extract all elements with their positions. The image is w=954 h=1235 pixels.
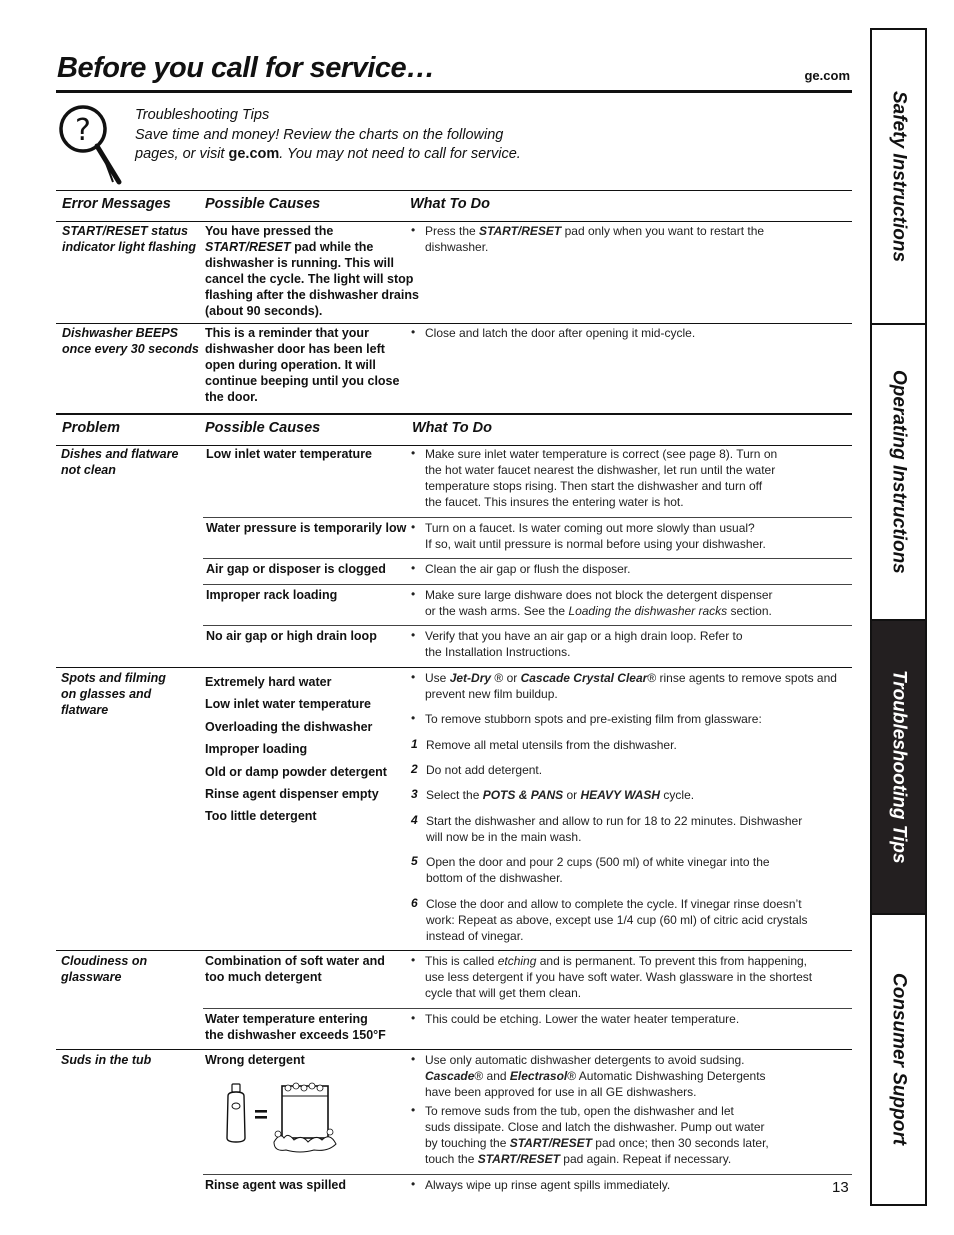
brand-cascade-crystal-clear: Cascade Crystal Clear (520, 671, 648, 685)
todo-line (425, 1135, 769, 1151)
col-header-problem: Problem (62, 420, 121, 436)
possible-cause: Water pressure is temporarily low (206, 521, 407, 535)
tab-operating-instructions[interactable] (872, 325, 925, 621)
svg-text:?: ? (75, 113, 91, 148)
row-rule (203, 1174, 852, 1175)
cause-line: You have pressed the (205, 224, 334, 238)
row-rule (203, 584, 852, 585)
cause-part: START/RESET (205, 240, 291, 254)
col-header-error: Error Messages (62, 196, 171, 212)
bullet: • (411, 561, 416, 575)
brand-cascade: Cascade (425, 1069, 475, 1083)
bullet: • (411, 1011, 416, 1025)
step-text (426, 787, 694, 803)
tab-safety-instructions[interactable] (872, 30, 925, 325)
problem: Suds in the tub (61, 1053, 152, 1067)
row-rule (203, 517, 852, 518)
step-text (426, 896, 808, 944)
todo-part: ® and (474, 1069, 510, 1083)
site-link[interactable]: ge.com (804, 68, 850, 83)
step-line: Close the door and allow to complete the cycle. If vinegar rinse doesn’t (426, 897, 802, 911)
intro-text-part: . You may not need to call for service. (279, 146, 521, 162)
todo-part: pad once; then 30 seconds later, (591, 1136, 769, 1150)
what-to-do: Clean the air gap or flush the disposer. (425, 562, 631, 576)
what-to-do (425, 1052, 766, 1100)
cause-line: open during operation. It will (205, 358, 376, 372)
what-to-do (425, 446, 777, 510)
step-line: will now be in the main wash. (426, 830, 582, 844)
todo-part: or (503, 671, 521, 685)
intro-line: Save time and money! Review the charts on the following (135, 126, 504, 143)
cause-line: cancel the cycle. The light will stop (205, 272, 414, 286)
possible-cause (205, 1011, 386, 1043)
step-number: 2 (411, 762, 418, 776)
todo-part: pad only when you want to restart the (561, 224, 765, 238)
cause-line: Water temperature entering (205, 1012, 368, 1026)
cause-line: Too little detergent (205, 809, 317, 824)
what-to-do (425, 670, 837, 702)
tab-label: Troubleshooting Tips (888, 670, 910, 864)
possible-cause: Low inlet water temperature (206, 447, 373, 461)
bullet: • (411, 520, 416, 534)
possible-cause: No air gap or high drain loop (206, 629, 377, 643)
cause-line: (about 90 seconds). (205, 304, 323, 318)
todo-part: START/RESET (477, 1152, 560, 1166)
todo-line (425, 670, 837, 686)
table-rule (56, 221, 852, 222)
intro-label: Troubleshooting Tips (135, 107, 270, 123)
todo-line: Make sure inlet water temperature is correct (see page 8). Turn on (425, 447, 778, 461)
todo-part: section. (727, 604, 772, 618)
col-header-causes: Possible Causes (205, 420, 321, 436)
brand-electrasol: Electrasol (509, 1069, 568, 1083)
cause-line: the door. (205, 390, 258, 404)
cause-line (205, 239, 419, 255)
tab-label: Safety Instructions (888, 90, 910, 263)
step-number: 4 (411, 813, 418, 827)
title-rule (56, 90, 852, 93)
what-to-do: Close and latch the door after opening it mid-cycle. (425, 326, 696, 340)
cause-line: Rinse agent dispenser empty (205, 787, 379, 802)
cause-line: dishwasher door has been left (205, 342, 385, 356)
todo-part: ® (491, 671, 504, 685)
cause-line: Low inlet water temperature (205, 697, 372, 712)
detergent-vs-dishwasher-illustration (224, 1082, 340, 1156)
what-to-do (425, 628, 743, 660)
problem-line: on glasses and (61, 687, 152, 701)
todo-part: pad again. Repeat if necessary. (559, 1152, 732, 1166)
todo-line: prevent new film buildup. (425, 687, 558, 701)
what-to-do (425, 223, 764, 255)
todo-line: Make sure large dishware does not block the detergent dispenser (425, 588, 773, 602)
todo-line: temperature stops rising. Then start the dishwasher and turn off (425, 479, 763, 493)
cause-line: This is a reminder that your (205, 326, 369, 340)
step-line: work: Repeat as above, except use 1/4 cup (60 ml) of citric acid crystals (426, 913, 808, 927)
error-message (62, 325, 199, 357)
step-line: instead of vinegar. (426, 929, 524, 943)
ge-link[interactable]: ge.com (228, 146, 280, 162)
step-number: 5 (411, 854, 418, 868)
bullet: • (411, 587, 416, 601)
step-text: Remove all metal utensils from the dishwasher. (426, 738, 677, 752)
bullet: • (411, 670, 416, 684)
what-to-do: To remove stubborn spots and pre-existing film from glassware: (425, 712, 762, 726)
todo-part: Loading the dishwasher racks (568, 604, 728, 618)
possible-cause (205, 325, 399, 405)
todo-line: cycle that will get them clean. (425, 986, 582, 1000)
tab-consumer-support[interactable] (872, 915, 925, 1204)
todo-line (425, 223, 764, 239)
table-rule (56, 1049, 852, 1050)
step-line: Open the door and pour 2 cups (500 ml) of white vinegar into the (426, 855, 770, 869)
col-header-todo: What To Do (410, 196, 490, 212)
problem-line: flatware (61, 703, 109, 717)
magnifier-question-icon (57, 104, 129, 188)
todo-line (425, 1068, 766, 1084)
intro-line (135, 145, 695, 165)
bullet: • (411, 953, 416, 967)
what-to-do: This could be etching. Lower the water heater temperature. (425, 1012, 740, 1026)
todo-part: Use (425, 671, 450, 685)
problem-line: glassware (61, 970, 122, 984)
todo-part: Press the (425, 224, 480, 238)
step-text (426, 813, 802, 845)
step-part: POTS & PANS (482, 788, 564, 802)
step-number: 3 (411, 787, 418, 801)
page-title: Before you call for service… (57, 52, 435, 84)
table-rule (56, 413, 852, 415)
problem (61, 670, 166, 718)
cause-part: pad while the (290, 240, 374, 254)
error-line: Dishwasher BEEPS (62, 326, 179, 340)
cause-line: Combination of soft water and (205, 954, 385, 968)
problem-line: Dishes and flatware (61, 447, 179, 461)
what-to-do: Always wipe up rinse agent spills immediately. (425, 1178, 671, 1192)
todo-line: Turn on a faucet. Is water coming out more slowly than usual? (425, 521, 755, 535)
table-rule (56, 950, 852, 951)
bullet: • (411, 1052, 416, 1066)
todo-part: and is permanent. To prevent this from happening, (536, 954, 808, 968)
todo-line: Verify that you have an air gap or a high drain loop. Refer to (425, 629, 743, 643)
step-part: cycle. (660, 788, 695, 802)
bullet: • (411, 325, 416, 339)
cause-line: dishwasher is running. This will (205, 256, 394, 270)
step-text: Do not add detergent. (426, 763, 543, 777)
possible-cause: Wrong detergent (205, 1053, 305, 1067)
todo-line: have been approved for use in all GE dishwashers. (425, 1085, 697, 1099)
page-number: 13 (832, 1179, 849, 1196)
tab-label: Consumer Support (888, 973, 910, 1146)
bullet: • (411, 711, 416, 725)
error-line: indicator light flashing (62, 240, 197, 254)
todo-part: or the wash arms. See the (425, 604, 569, 618)
tab-label: Operating Instructions (888, 370, 910, 574)
section-tabs (870, 28, 927, 1206)
what-to-do (425, 520, 766, 552)
todo-part: This is called (425, 954, 498, 968)
problem (61, 953, 147, 985)
todo-line: Use only automatic dishwasher detergents to avoid sudsing. (425, 1053, 745, 1067)
todo-line: use less detergent if you have soft water. Wash glassware in the shortest (425, 970, 813, 984)
possible-cause: Improper rack loading (206, 588, 338, 602)
col-header-causes: Possible Causes (205, 196, 321, 212)
todo-part: ® rinse agents to remove spots and (647, 671, 837, 685)
step-part: Select the (426, 788, 483, 802)
todo-line (425, 953, 812, 969)
step-text (426, 854, 770, 886)
cause-line: continue beeping until you close (205, 374, 400, 388)
possible-cause (205, 953, 385, 985)
cause-line: flashing after the dishwasher drains (205, 288, 419, 302)
todo-line: the Installation Instructions. (425, 645, 571, 659)
brand-jet-dry: Jet-Dry (449, 671, 492, 685)
cause-line: Improper loading (205, 742, 308, 757)
table-rule (56, 667, 852, 668)
possible-causes-list (205, 671, 387, 828)
col-header-todo: What To Do (412, 420, 492, 436)
bullet: • (411, 446, 416, 460)
table-rule (56, 323, 852, 324)
todo-line: suds dissipate. Close and latch the dishwasher. Pump out water (425, 1120, 765, 1134)
row-rule (203, 558, 852, 559)
what-to-do (425, 1103, 769, 1167)
table-rule (56, 190, 852, 191)
bullet: • (411, 223, 416, 237)
bullet: • (411, 1103, 416, 1117)
todo-line: the faucet. This insures the entering water is hot. (425, 495, 684, 509)
todo-part: START/RESET (509, 1136, 592, 1150)
todo-line (425, 1151, 769, 1167)
bullet: • (411, 1177, 416, 1191)
tab-troubleshooting-tips[interactable] (872, 621, 925, 915)
todo-part: ® Automatic Dishwashing Detergents (567, 1069, 766, 1083)
step-number: 6 (411, 896, 418, 910)
problem (61, 446, 178, 478)
possible-cause: Rinse agent was spilled (205, 1178, 347, 1192)
error-line: once every 30 seconds (62, 342, 199, 356)
intro-text (135, 106, 695, 165)
problem-line: not clean (61, 463, 116, 477)
todo-part: START/RESET (479, 224, 562, 238)
row-rule (203, 625, 852, 626)
bullet: • (411, 628, 416, 642)
possible-cause: Air gap or disposer is clogged (206, 562, 386, 576)
possible-cause (205, 223, 419, 319)
step-number: 1 (411, 737, 418, 751)
todo-line: If so, wait until pressure is normal before using your dishwasher. (425, 537, 766, 551)
step-part: or (563, 788, 581, 802)
intro-text-part: pages, or visit (135, 146, 229, 162)
step-line: Start the dishwasher and allow to run for 18 to 22 minutes. Dishwasher (426, 814, 803, 828)
todo-line: the hot water faucet nearest the dishwasher, let run until the water (425, 463, 776, 477)
problem-line: Spots and filming (61, 671, 166, 685)
what-to-do (425, 953, 812, 1001)
row-rule (203, 1008, 852, 1009)
cause-line: too much detergent (205, 970, 322, 984)
problem-line: Cloudiness on (61, 954, 148, 968)
todo-line (425, 603, 773, 619)
step-line: bottom of the dishwasher. (426, 871, 563, 885)
todo-part: by touching the (425, 1136, 510, 1150)
todo-part: etching (497, 954, 537, 968)
cause-line: Extremely hard water (205, 675, 332, 689)
error-line: START/RESET status (62, 224, 188, 238)
todo-line: To remove suds from the tub, open the dishwasher and let (425, 1104, 734, 1118)
error-message (62, 223, 196, 255)
cause-line: the dishwasher exceeds 150°F (205, 1028, 386, 1042)
what-to-do (425, 587, 773, 619)
todo-line: dishwasher. (425, 240, 489, 254)
todo-part: touch the (425, 1152, 478, 1166)
step-part: HEAVY WASH (580, 788, 661, 802)
cause-line: Overloading the dishwasher (205, 719, 373, 734)
cause-line: Old or damp powder detergent (205, 764, 387, 779)
